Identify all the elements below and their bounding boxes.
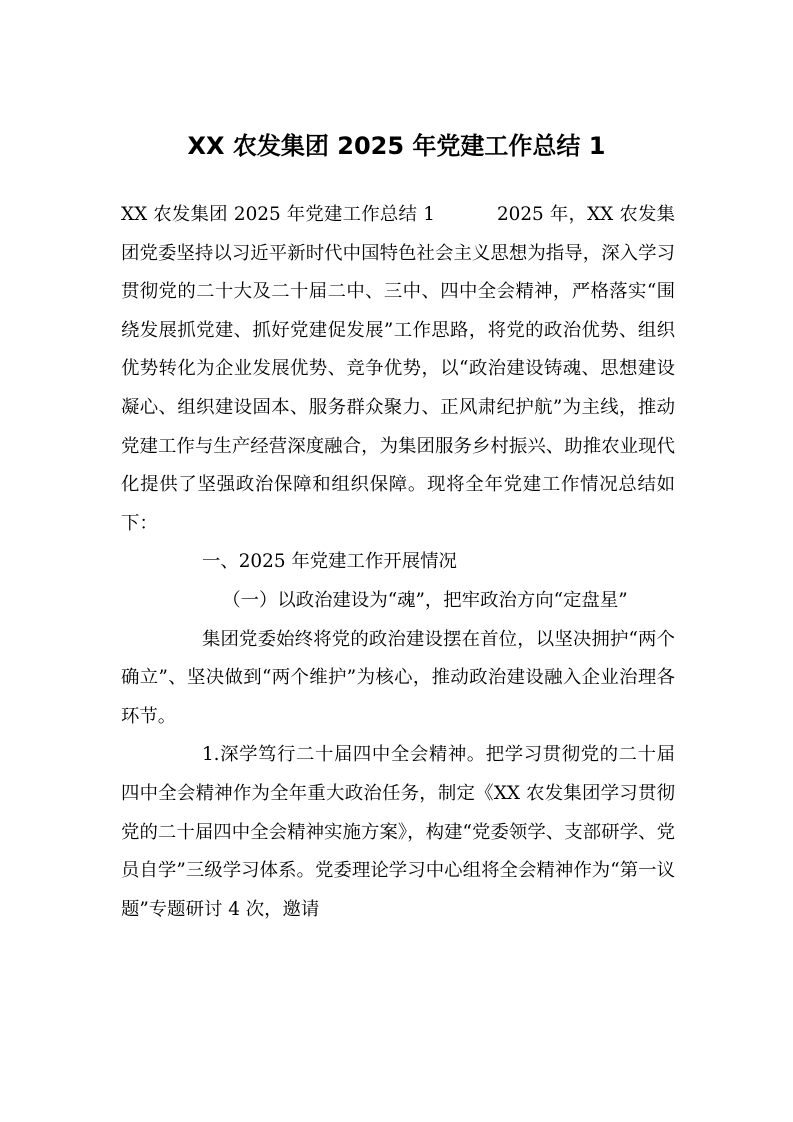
document-title: XX 农发集团 2025 年党建工作总结 1 — [187, 132, 606, 160]
intro-paragraph — [121, 196, 675, 543]
intro-head: XX 农发集团 2025 年党建工作总结 1 — [121, 204, 435, 225]
section-heading-1: 一、2025 年党建工作开展情况 — [201, 551, 457, 573]
paragraph-2: 1.深学笃行二十届四中全会精神。把学习贯彻党的二十届四中全会精神作为全年重大政治任务，制定《XX 农发集团学习贯彻党的二十届四中全会精神实施方案》，构建“党委领学、支部研学、党员自学”三级学习体系。党委理论学习中心组将全会精神作为“第一议题”专题研讨 4 次，邀请 — [121, 744, 675, 920]
document-body — [121, 196, 675, 929]
intro-body: 2025 年，XX 农发集团党委坚持以习近平新时代中国特色社会主义思想为指导，深入学习贯彻党的二十大及二十届二中、三中、四中全会精神，严格落实“围绕发展抓党建、抓好党建促发展”工作思路，将党的政治优势、组织优势转化为企业发展优势、竞争优势，以“政治建设铸魂、思想建设凝心、组织建设固本、服务群众聚力、正风肃纪护航”为主线，推动党建工作与生产经营深度融合，为集团服务乡村振兴、助推农业现代化提供了坚强政治保障和组织保障。现将全年党建工作情况总结如下： — [121, 204, 675, 534]
paragraph-1: 集团党委始终将党的政治建设摆在首位，以坚决拥护“两个确立”、坚决做到“两个维护”为核心，推动政治建设融入企业治理各环节。 — [121, 628, 675, 727]
subsection-heading-1: （一）以政治建设为“魂”，把牢政治方向“定盘星” — [222, 589, 628, 611]
